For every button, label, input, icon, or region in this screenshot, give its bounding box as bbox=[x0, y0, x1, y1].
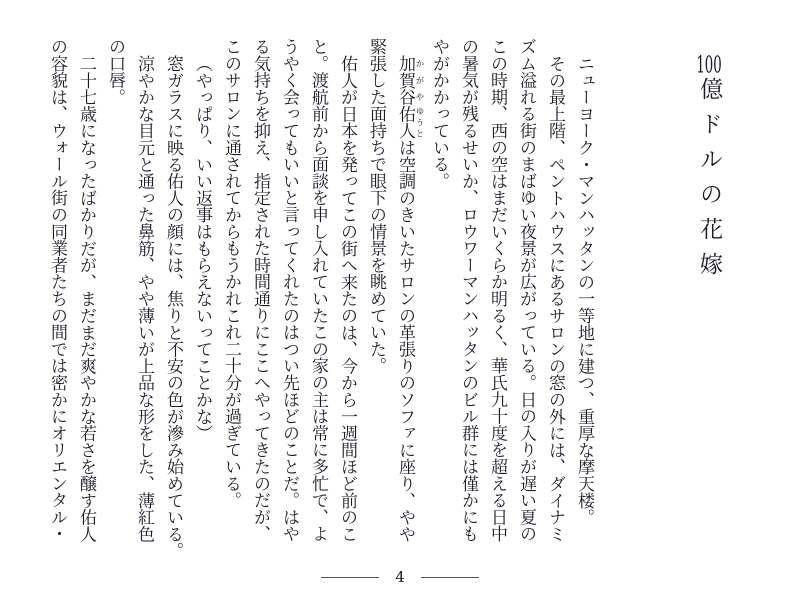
body-column: うやく会ってもいいと言ってくれたのはつい先ほどのことだ。はや bbox=[279, 38, 299, 543]
body-column: 二十七歳になったばかりだが、まだまだ爽やかな若さを醸す佑人 bbox=[76, 55, 96, 543]
ruby-base: 佑人 bbox=[395, 105, 415, 140]
body-column: この時期、西の空はまだいくらか明るく、華氏九十度を超える日中 bbox=[487, 38, 507, 543]
footer-rule-left bbox=[321, 577, 379, 578]
title-text: 億ドルの花嫁 bbox=[696, 77, 722, 287]
ruby-reading: ゆうと bbox=[414, 105, 424, 139]
body-column: 緊張した面持ちで眼下の情景を眺めていた。 bbox=[366, 38, 386, 375]
footer-rule-right bbox=[421, 577, 479, 578]
body-column: と。渡航前から面談を申し入れていたこの家の主は常に多忙で、よ bbox=[308, 38, 328, 542]
character-name-ruby bbox=[395, 55, 424, 140]
ruby-base: 加賀谷 bbox=[395, 55, 415, 106]
body-column: 涼やかな目元と通った鼻筋、やや薄いが上品な形をした、薄紅色 bbox=[134, 55, 154, 543]
body-column: 窓ガラスに映る佑人の顔には、焦りと不安の色が滲み始めている。 bbox=[163, 55, 183, 559]
chapter-title bbox=[690, 38, 728, 578]
body-column: このサロンに通されてからもうかれこれ二十分が過ぎている。 bbox=[221, 38, 241, 509]
body-column: 佑人が日本を発ってこの街へ来たのは、今から一週間ほど前のこ bbox=[337, 55, 357, 543]
body-text: は空調のきいたサロンの革張りのソファに座り、やや bbox=[395, 139, 415, 543]
vertical-text-area bbox=[42, 38, 728, 578]
body-column: の暑気が残るせいか、ロウワーマンハッタンのビル群には僅かにも bbox=[458, 38, 478, 543]
body-column: の容貌は、ウォール街の同業者たちの間では密かにオリエンタル・ bbox=[47, 38, 67, 543]
body-column-with-furigana bbox=[390, 38, 424, 573]
body-column: の口唇。 bbox=[105, 38, 125, 106]
ruby-reading: かがや bbox=[414, 55, 424, 106]
page-number: 4 bbox=[395, 568, 405, 586]
body-column: その最上階、ペントハウスにあるサロンの窓の外には、ダイナミ bbox=[545, 55, 565, 543]
body-column: る気持ちを抑え、指定された時間通りにここへやってきたのだが、 bbox=[250, 38, 270, 543]
body-column: やがかかっている。 bbox=[429, 38, 449, 190]
page-footer bbox=[0, 568, 800, 586]
body-column: ニューヨーク・マンハッタンの一等地に建つ、重厚な摩天楼。 bbox=[574, 55, 594, 526]
title-number: 100 bbox=[696, 54, 722, 77]
body-column: （やっぱり、いい返事はもらえないってことかな） bbox=[192, 55, 212, 442]
body-column: ズム溢れる街のまばゆい夜景が広がっている。日の入りが遅い夏の bbox=[516, 38, 536, 542]
